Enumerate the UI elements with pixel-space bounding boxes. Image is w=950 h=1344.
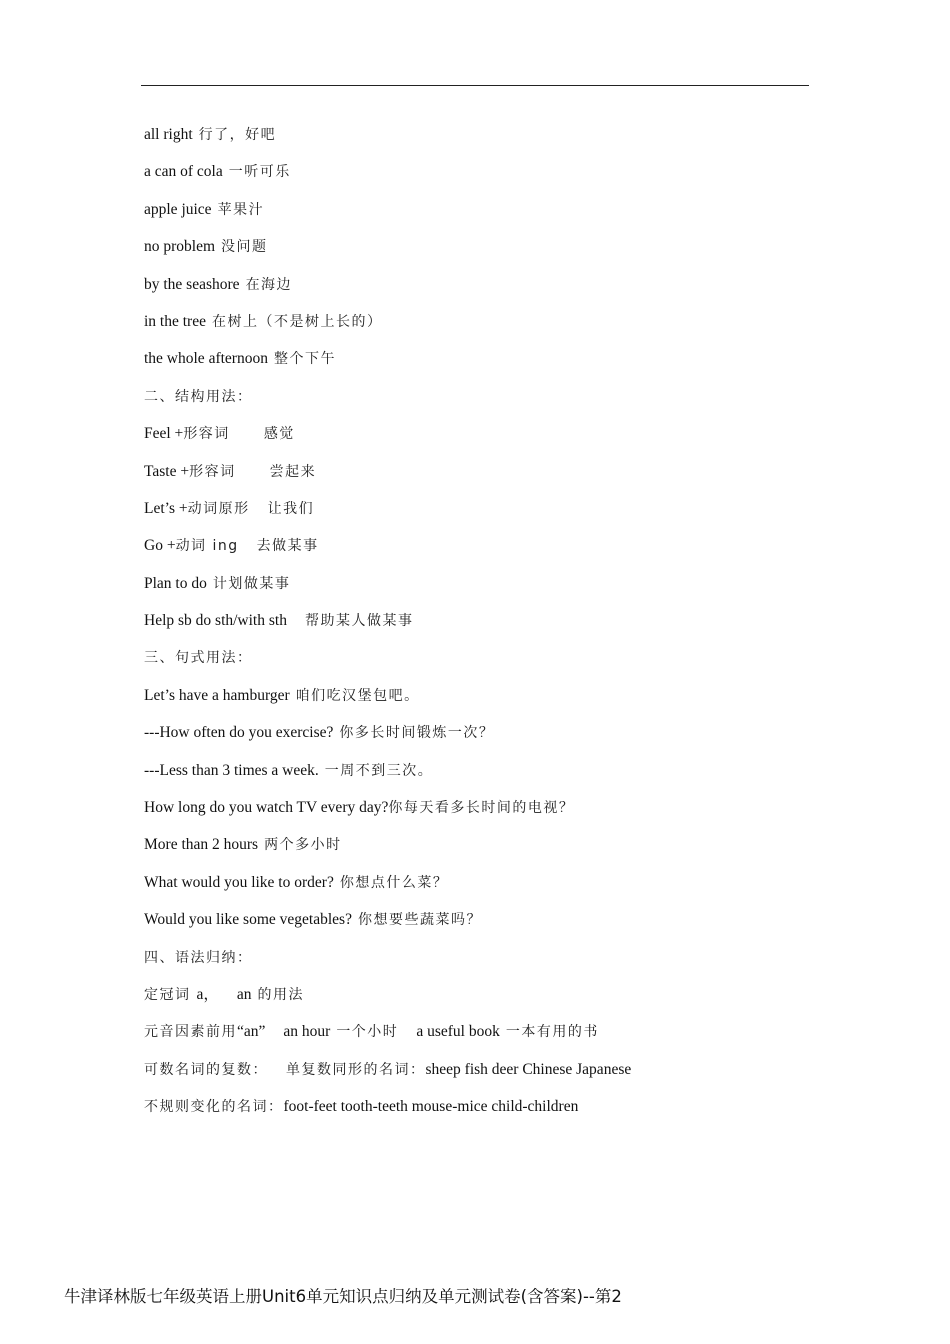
grammar-en: foot-feet tooth-teeth mouse-mice child-children: [283, 1098, 579, 1116]
structure-line: [144, 457, 844, 494]
sentence-cn: 你多长时间锻炼一次？: [339, 725, 495, 742]
sentence-line: [144, 905, 844, 942]
structure-en: Feel +: [144, 425, 184, 443]
phrase-cn: 一听可乐: [228, 164, 291, 181]
section-heading: 三、句式用法：: [144, 650, 253, 667]
grammar-cn: 可数名词的复数：: [144, 1061, 268, 1078]
sentence-en: What would you like to order?: [144, 873, 334, 891]
phrase-line: [144, 232, 844, 269]
sentence-en: How long do you watch TV every day?: [144, 799, 389, 817]
structure-mid: 形容词: [189, 463, 236, 480]
phrase-line: [144, 195, 844, 232]
structure-cn: 去做某事: [256, 538, 319, 555]
phrase-line: [144, 157, 844, 194]
structure-cn: 计划做某事: [212, 575, 291, 592]
phrase-en: no problem: [144, 238, 216, 256]
grammar-en: a，: [196, 985, 219, 1003]
sentence-cn: 咱们吃汉堡包吧。: [295, 687, 420, 704]
sentence-en: Let’s have a hamburger: [144, 686, 290, 704]
section-heading: 四、语法归纳：: [144, 949, 253, 966]
sentence-en: Would you like some vegetables?: [144, 911, 352, 929]
structure-cn: 尝起来: [269, 463, 317, 480]
phrase-en: apple juice: [144, 200, 212, 218]
footer-title: 牛津译林版七年级英语上册Unit6单元知识点归纳及单元测试卷(含答案)--第2: [64, 1287, 622, 1306]
grammar-cn: 一本有用的书: [505, 1024, 599, 1041]
structure-cn: 让我们: [267, 500, 315, 517]
phrase-en: by the seashore: [144, 275, 240, 293]
grammar-line: [144, 1017, 844, 1054]
phrase-en: in the tree: [144, 312, 206, 330]
sentence-line: [144, 756, 844, 793]
phrase-cn: 没问题: [221, 239, 268, 256]
phrase-en: all right: [144, 126, 193, 143]
structure-mid: 动词原形: [187, 500, 250, 517]
phrase-line: [144, 344, 844, 381]
sentence-line: [144, 793, 844, 830]
grammar-cn: 定冠词: [144, 986, 191, 1003]
sentence-line: [144, 830, 844, 867]
phrase-cn: 苹果汁: [217, 201, 265, 218]
structure-en: Taste +: [144, 462, 190, 480]
structure-en: Help sb do sth/with sth: [144, 612, 287, 630]
structure-cn: 感觉: [263, 426, 295, 443]
structure-line: [144, 419, 844, 456]
sentence-cn: 你每天看多长时间的电视？: [388, 800, 575, 817]
phrase-en: the whole afternoon: [144, 350, 268, 368]
grammar-cn: 单复数同形的名词：: [286, 1061, 426, 1078]
structure-en: Plan to do: [144, 574, 207, 592]
section-heading: 二、结构用法：: [144, 388, 253, 405]
grammar-en: an hour: [283, 1023, 331, 1041]
grammar-en: an: [236, 985, 252, 1003]
phrase-line: [144, 270, 844, 307]
grammar-en: “an”: [237, 1023, 266, 1041]
grammar-cn: 一个小时: [336, 1024, 399, 1041]
structure-mid: 形容词: [183, 426, 230, 443]
sentence-line: [144, 868, 844, 905]
grammar-en: sheep fish deer Chinese Japanese: [425, 1060, 632, 1078]
grammar-cn: 不规则变化的名词：: [144, 1099, 284, 1116]
structure-line: [144, 494, 844, 531]
structure-en: Let’s +: [144, 499, 188, 517]
grammar-en: a useful book: [416, 1023, 500, 1041]
structure-mid: 动词 ing: [175, 538, 239, 555]
grammar-line: [144, 1055, 844, 1092]
grammar-cn: 元音因素前用: [144, 1024, 237, 1041]
sentence-en: ---How often do you exercise?: [144, 724, 334, 742]
sentence-en: More than 2 hours: [144, 836, 259, 854]
structure-line: [144, 606, 844, 643]
document-body: [144, 120, 844, 1130]
sentence-line: [144, 681, 844, 718]
sentence-cn: 两个多小时: [264, 837, 342, 854]
grammar-line: [144, 1092, 844, 1129]
phrase-cn: 在树上（不是树上长的）: [211, 313, 383, 330]
structure-en: Go +: [144, 537, 176, 555]
structure-cn: 帮助某人做某事: [304, 613, 414, 630]
phrase-cn: 在海边: [245, 276, 293, 293]
grammar-line: [144, 980, 844, 1017]
structure-line: [144, 531, 844, 568]
structure-line: [144, 569, 844, 606]
sentence-cn: 一周不到三次。: [324, 762, 434, 779]
sentence-cn: 你想要些蔬菜吗？: [357, 912, 482, 929]
header-rule: [141, 85, 809, 86]
sentence-line: [144, 718, 844, 755]
phrase-line: [144, 120, 844, 157]
sentence-cn: 你想点什么菜？: [339, 874, 449, 891]
phrase-line: [144, 307, 844, 344]
phrase-cn: 整个下午: [273, 351, 336, 368]
phrase-en: a can of cola: [144, 163, 223, 181]
grammar-cn: 的用法: [257, 986, 305, 1003]
sentence-en: ---Less than 3 times a week.: [144, 761, 319, 779]
phrase-cn: 行了，好吧: [198, 127, 277, 143]
